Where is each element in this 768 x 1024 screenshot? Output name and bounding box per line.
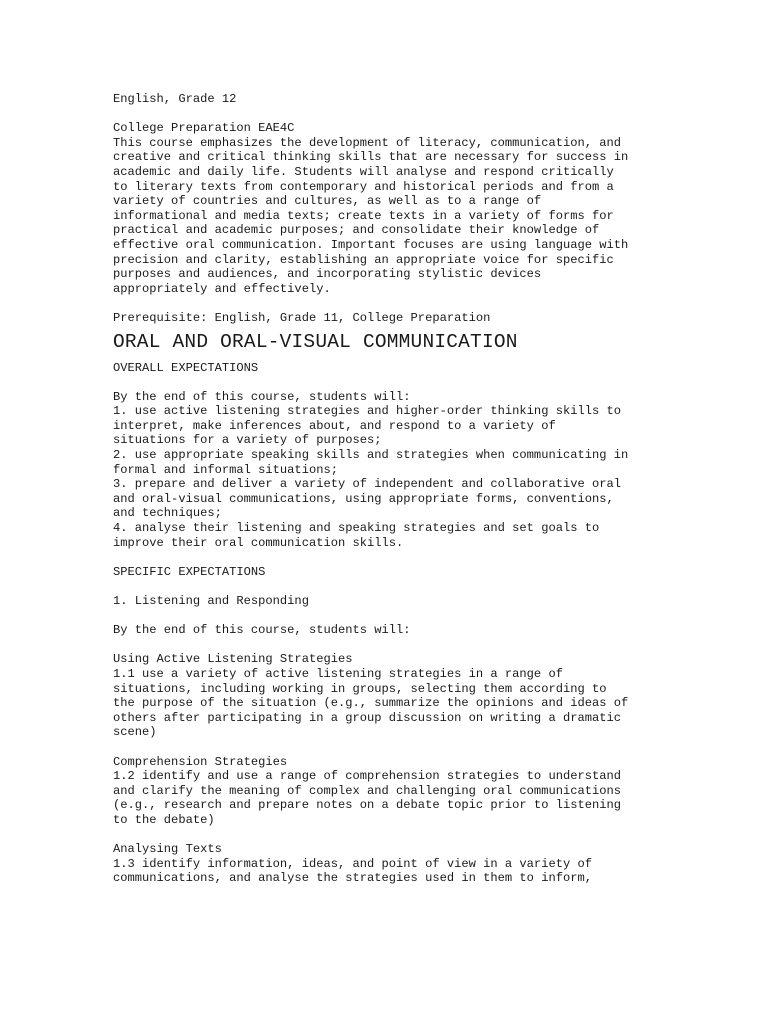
description-line: creative and critical thinking skills that are necessary for success in — [113, 150, 629, 165]
block-line: situations, including working in groups, selecting them according to — [113, 681, 607, 696]
expectation-block-comprehension — [113, 755, 673, 828]
description-line: informational and media texts; create texts in a variety of forms for — [113, 208, 614, 223]
spacer — [113, 609, 673, 624]
block-line: 1.2 identify and use a range of comprehension strategies to understand — [113, 769, 622, 784]
description-line: purposes and audiences, and incorporating stylistic devices — [113, 267, 542, 282]
spacer — [113, 579, 673, 594]
document-page — [113, 92, 673, 886]
block-line: (e.g., research and prepare notes on a debate topic prior to listening — [113, 798, 622, 813]
overall-line: 1. use active listening strategies and higher-order thinking skills to — [113, 404, 622, 419]
overall-line: formal and informal situations; — [113, 462, 338, 477]
overall-expectations-heading: OVERALL EXPECTATIONS — [113, 360, 259, 375]
overall-line: 2. use appropriate speaking skills and strategies when communicating in — [113, 448, 629, 463]
overall-line: interpret, make inferences about, and respond to a variety of — [113, 418, 556, 433]
overall-line: and techniques; — [113, 506, 222, 521]
block-line: others after participating in a group discussion on writing a dramatic — [113, 710, 622, 725]
description-line: appropriately and effectively. — [113, 281, 331, 296]
course-code: College Preparation EAE4C — [113, 121, 295, 136]
block-line: communications, and analyse the strategies used in them to inform, — [113, 871, 592, 886]
description-line: academic and daily life. Students will analyse and respond critically — [113, 164, 614, 179]
spacer — [113, 740, 673, 755]
overall-intro: By the end of this course, students will: — [113, 389, 411, 404]
course-title: English, Grade 12 — [113, 92, 237, 106]
subsection-heading: 1. Listening and Responding — [113, 594, 309, 608]
block-title: Analysing Texts — [113, 842, 222, 857]
block-title: Using Active Listening Strategies — [113, 652, 353, 667]
specific-expectations-heading: SPECIFIC EXPECTATIONS — [113, 564, 266, 579]
spacer — [113, 828, 673, 843]
strand-heading: ORAL AND ORAL-VISUAL COMMUNICATION — [113, 330, 518, 353]
description-line: precision and clarity, establishing an appropriate voice for specific — [113, 252, 614, 267]
overall-line: and oral-visual communications, using appropriate forms, conventions, — [113, 491, 614, 506]
description-line: to literary texts from contemporary and historical periods and from a — [113, 179, 614, 194]
description-line: practical and academic purposes; and consolidate their knowledge of — [113, 223, 600, 238]
expectation-block-analysing — [113, 842, 673, 886]
spacer — [113, 296, 673, 311]
block-line: 1.1 use a variety of active listening strategies in a range of — [113, 666, 563, 681]
block-line: the purpose of the situation (e.g., summarize the opinions and ideas of — [113, 696, 629, 711]
spacer — [113, 638, 673, 653]
block-line: and clarify the meaning of complex and challenging oral communications — [113, 783, 622, 798]
course-description — [113, 136, 673, 297]
overall-line: 4. analyse their listening and speaking strategies and set goals to — [113, 521, 600, 536]
description-line: This course emphasizes the development of literacy, communication, and — [113, 135, 622, 150]
overall-expectations-list — [113, 404, 673, 550]
expectation-block-listening — [113, 652, 673, 740]
spacer — [113, 107, 673, 122]
block-line: 1.3 identify information, ideas, and point of view in a variety of — [113, 856, 592, 871]
specific-intro: By the end of this course, students will: — [113, 623, 411, 638]
spacer — [113, 550, 673, 565]
spacer — [113, 375, 673, 390]
block-line: to the debate) — [113, 812, 215, 827]
overall-line: situations for a variety of purposes; — [113, 433, 382, 448]
overall-line: improve their oral communication skills. — [113, 535, 404, 550]
block-title: Comprehension Strategies — [113, 754, 288, 769]
description-line: effective oral communication. Important focuses are using language with — [113, 237, 629, 252]
block-line: scene) — [113, 725, 157, 740]
description-line: variety of countries and cultures, as well as to a range of — [113, 194, 542, 209]
overall-line: 3. prepare and deliver a variety of independent and collaborative oral — [113, 477, 622, 492]
prerequisite: Prerequisite: English, Grade 11, College Preparation — [113, 310, 491, 325]
